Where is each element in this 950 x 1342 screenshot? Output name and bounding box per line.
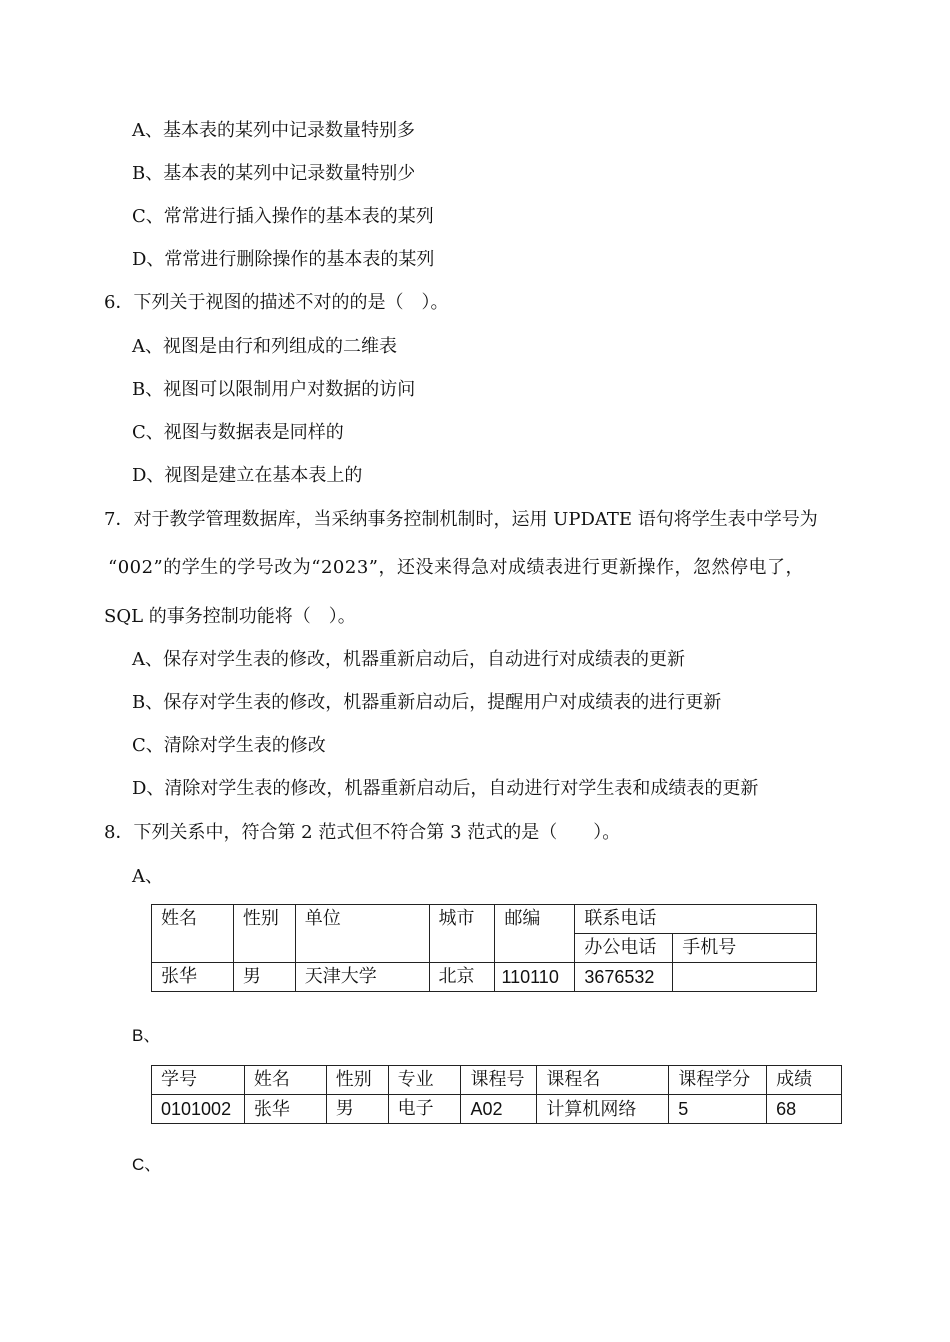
table-b-cell-name: 张华 bbox=[244, 1095, 326, 1124]
q5-option-c: C、常常进行插入操作的基本表的某列 bbox=[132, 206, 434, 227]
q6-option-b: B、视图可以限制用户对数据的访问 bbox=[132, 379, 416, 400]
q6-option-a: A、视图是由行和列组成的二维表 bbox=[132, 336, 397, 357]
q6-option-c: C、视图与数据表是同样的 bbox=[132, 422, 344, 443]
table-b-header-course-id: 课程号 bbox=[461, 1066, 537, 1095]
q7-stem-line-2: “002”的学生的学号改为“2023”，还没来得急对成绩表进行更新操作，忽然停电了， bbox=[108, 557, 804, 578]
table-a-cell-name: 张华 bbox=[152, 963, 234, 992]
table-b-cell-course-id: A02 bbox=[461, 1095, 537, 1124]
table-a-cell-city: 北京 bbox=[429, 963, 495, 992]
table-b-cell-major: 电子 bbox=[388, 1095, 461, 1124]
table-a-header-phone: 联系电话 bbox=[575, 905, 817, 934]
table-b-cell-course-name: 计算机网络 bbox=[537, 1095, 669, 1124]
q5-option-b: B、基本表的某列中记录数量特别少 bbox=[132, 163, 416, 184]
table-a-cell-office-phone: 3676532 bbox=[575, 963, 673, 992]
table-a-header-gender: 性别 bbox=[233, 905, 295, 963]
table-b-cell-student-id: 0101002 bbox=[152, 1095, 245, 1124]
table-a-header-mobile: 手机号 bbox=[673, 934, 817, 963]
table-b-header-major: 专业 bbox=[388, 1066, 461, 1095]
table-a-cell-gender: 男 bbox=[233, 963, 295, 992]
table-a-header-zip: 邮编 bbox=[495, 905, 575, 963]
table-b-header-course-name: 课程名 bbox=[537, 1066, 669, 1095]
q8-label-b: B、 bbox=[132, 1026, 161, 1045]
table-a-cell-unit: 天津大学 bbox=[295, 963, 429, 992]
table-b-header-gender: 性别 bbox=[326, 1066, 388, 1095]
table-a-header-unit: 单位 bbox=[295, 905, 429, 963]
table-a-cell-zip: 110110 bbox=[495, 963, 575, 992]
q5-option-d: D、常常进行删除操作的基本表的某列 bbox=[132, 249, 435, 270]
table-b-cell-credit: 5 bbox=[669, 1095, 767, 1124]
table-b-header-name: 姓名 bbox=[244, 1066, 326, 1095]
table-b-cell-gender: 男 bbox=[326, 1095, 388, 1124]
table-row bbox=[152, 963, 817, 992]
q8-stem: 8．下列关系中，符合第 2 范式但不符合第 3 范式的是（ ）。 bbox=[104, 822, 621, 843]
table-b-header-row bbox=[152, 1066, 842, 1095]
relation-table-a bbox=[151, 904, 817, 992]
q7-stem-line-3: SQL 的事务控制功能将（ ）。 bbox=[104, 606, 356, 627]
q7-option-c: C、清除对学生表的修改 bbox=[132, 735, 326, 756]
relation-table-b bbox=[151, 1065, 842, 1124]
q6-stem: 6．下列关于视图的描述不对的的是（ ）。 bbox=[104, 292, 449, 313]
table-b-cell-score: 68 bbox=[767, 1095, 842, 1124]
table-a-header-name: 姓名 bbox=[152, 905, 234, 963]
table-a-header-row bbox=[152, 905, 817, 934]
q7-option-a: A、保存对学生表的修改，机器重新启动后，自动进行对成绩表的更新 bbox=[132, 649, 685, 670]
table-a-header-office-phone: 办公电话 bbox=[575, 934, 673, 963]
table-a-header-city: 城市 bbox=[429, 905, 495, 963]
table-a-cell-mobile bbox=[673, 963, 817, 992]
table-row bbox=[152, 1095, 842, 1124]
q8-label-c: C、 bbox=[132, 1155, 162, 1174]
q6-option-d: D、视图是建立在基本表上的 bbox=[132, 465, 363, 486]
table-b-header-credit: 课程学分 bbox=[669, 1066, 767, 1095]
table-b-header-score: 成绩 bbox=[767, 1066, 842, 1095]
q7-stem-line-1: 7．对于教学管理数据库，当采纳事务控制机制时，运用 UPDATE 语句将学生表中学号为 bbox=[104, 509, 818, 530]
table-b-header-student-id: 学号 bbox=[152, 1066, 245, 1095]
q7-option-b: B、保存对学生表的修改，机器重新启动后，提醒用户对成绩表的进行更新 bbox=[132, 692, 722, 713]
q7-option-d: D、清除对学生表的修改，机器重新启动后，自动进行对学生表和成绩表的更新 bbox=[132, 778, 759, 799]
q8-label-a: A、 bbox=[132, 866, 163, 887]
q5-option-a: A、基本表的某列中记录数量特别多 bbox=[132, 120, 415, 141]
